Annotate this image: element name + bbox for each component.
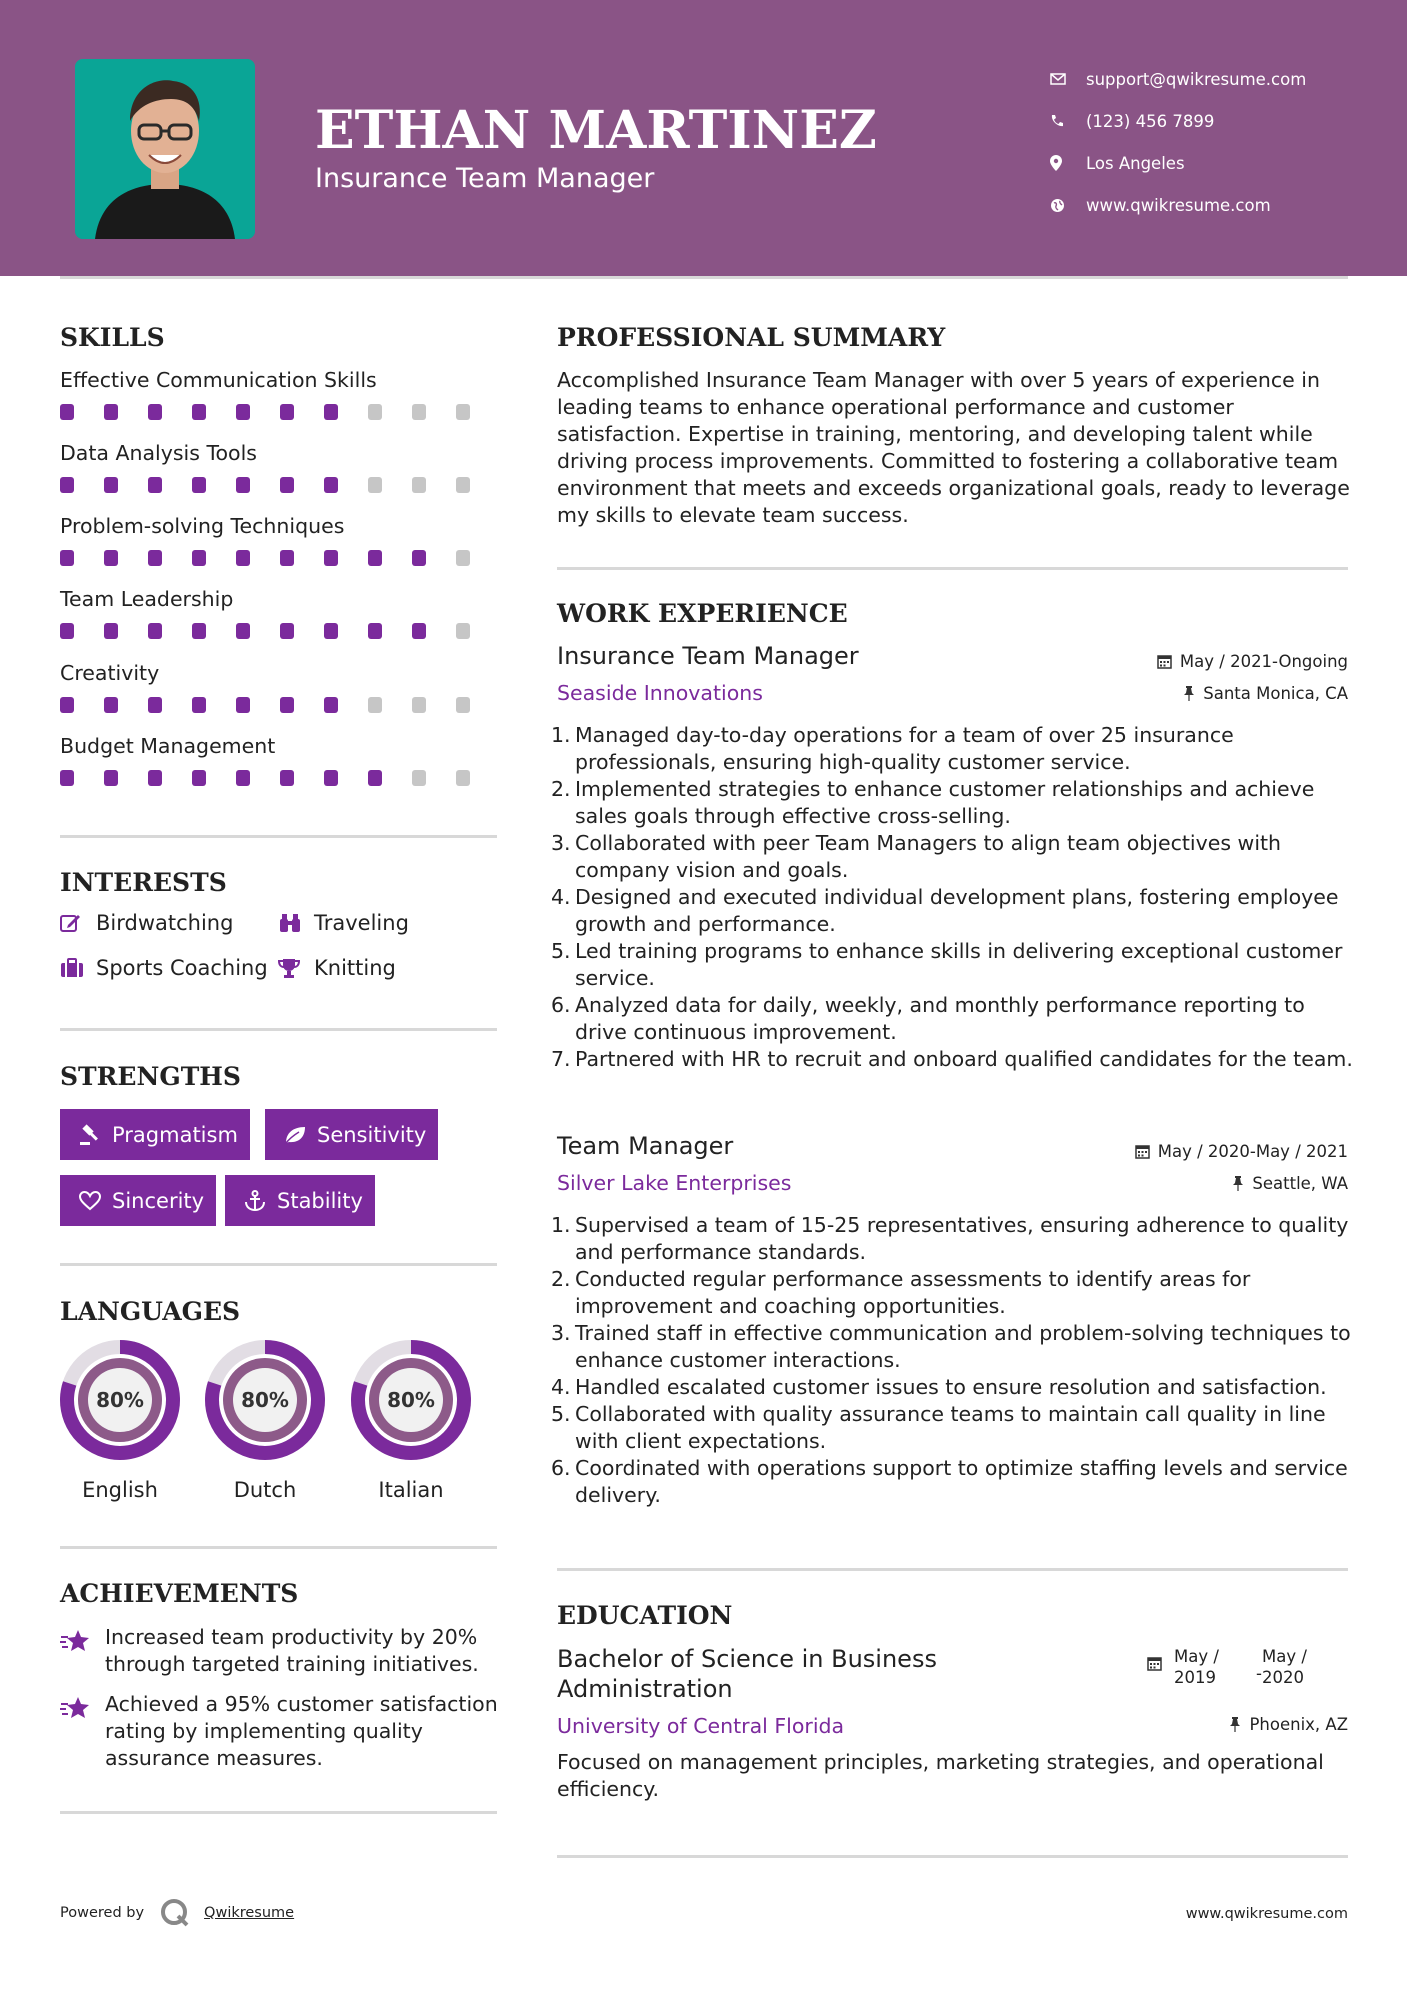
duty-item: Conducted regular performance assessments to identify areas for improvement and coaching opportunities. [575,1267,1251,1318]
degree-title-line2: Administration [557,1675,733,1703]
job-location [1183,684,1348,703]
section-divider [60,1263,497,1266]
rating-dot-empty [412,404,426,420]
languages-heading: LANGUAGES [60,1297,241,1326]
duty-item: Partnered with HR to recruit and onboard qualified candidates for the team. [575,1047,1353,1071]
gavel-icon [72,1124,108,1146]
header-divider [60,276,1348,279]
language-item [58,1338,182,1502]
job-duties [575,1212,1355,1509]
rating-dot-filled [236,550,250,566]
skill-name: Creativity [60,661,160,685]
rating-dot-filled [60,550,74,566]
achievement-item [60,1691,500,1772]
calendar-icon [1157,654,1172,669]
rating-dot-filled [324,404,338,420]
contact-phone[interactable] [1050,100,1370,142]
duty-item: Supervised a team of 15-25 representatives, ensuring adherence to quality and performance standards. [575,1213,1349,1264]
rating-dot-filled [148,477,162,493]
rating-dot-empty [456,623,470,639]
contact-list [1050,58,1370,226]
language-percent: 80% [241,1388,289,1412]
skill-rating [60,404,500,420]
footer-url[interactable]: www.qwikresume.com [1185,1906,1348,1922]
rating-dot-filled [104,697,118,713]
language-name: English [82,1478,158,1502]
email-icon [1050,73,1086,85]
rating-dot-filled [148,623,162,639]
language-name: Italian [378,1478,444,1502]
rating-dot-filled [104,623,118,639]
skill-item [60,368,500,420]
star-badge-icon [60,1691,105,1772]
contact-website-text: www.qwikresume.com [1086,195,1271,215]
rating-dot-empty [456,477,470,493]
duty-item: Coordinated with operations support to optimize staffing levels and service delivery. [575,1456,1348,1507]
degree-title-line1: Bachelor of Science in Business [557,1645,937,1673]
language-ring [58,1338,182,1462]
star-badge-icon [60,1624,105,1678]
rating-dot-empty [412,477,426,493]
footer-branding [60,1898,294,1928]
section-divider [557,567,1348,570]
globe-icon [1050,198,1086,213]
interests-heading: INTERESTS [60,868,227,897]
achievement-text: Achieved a 95% customer satisfaction rating by implementing quality assurance measures. [105,1692,498,1770]
rating-dot-filled [280,550,294,566]
skill-item [60,661,500,713]
interest-label: Birdwatching [96,911,234,935]
duty-item: Handled escalated customer issues to ensure resolution and satisfaction. [575,1375,1327,1399]
education-location-text: Phoenix, AZ [1249,1715,1348,1734]
rating-dot-filled [148,550,162,566]
skill-rating [60,770,500,786]
pushpin-icon [1232,1176,1244,1191]
skill-item [60,587,500,639]
education-description: Focused on management principles, marketing strategies, and operational efficiency. [557,1750,1324,1801]
duty-item: Collaborated with peer Team Managers to align team objectives with company vision and goals. [575,831,1282,882]
strength-tag [265,1109,438,1160]
duty-item: Implemented strategies to enhance customer relationships and achieve sales goals through effective cross-selling. [575,777,1315,828]
skill-name: Data Analysis Tools [60,441,257,465]
rating-dot-empty [368,477,382,493]
job-title: Insurance Team Manager [557,642,859,670]
rating-dot-filled [280,477,294,493]
rating-dot-empty [368,697,382,713]
rating-dot-filled [236,477,250,493]
rating-dot-filled [60,623,74,639]
location-pin-icon [1050,155,1086,171]
pushpin-icon [1183,686,1195,701]
rating-dot-filled [104,770,118,786]
trophy-icon [278,958,314,978]
section-divider [60,1546,497,1549]
rating-dot-filled [324,477,338,493]
duty-item: Trained staff in effective communication and problem-solving techniques to enhance customer interactions. [575,1321,1351,1372]
strength-tag [60,1175,216,1226]
job-dates [1135,1142,1348,1161]
company-name: Seaside Innovations [557,681,763,705]
rating-dot-filled [280,404,294,420]
education-end-date [1262,1646,1307,1688]
skill-rating [60,550,500,566]
interest-item [60,911,233,935]
candidate-name: ETHAN MARTINEZ [315,100,877,161]
rating-dot-filled [192,550,206,566]
rating-dot-empty [456,404,470,420]
skill-name: Effective Communication Skills [60,368,377,392]
contact-phone-text: (123) 456 7899 [1086,111,1215,131]
rating-dot-filled [60,697,74,713]
achievements-heading: ACHIEVEMENTS [60,1579,299,1608]
achievement-text: Increased team productivity by 20% through targeted training initiatives. [105,1625,479,1676]
rating-dot-filled [60,404,74,420]
candidate-role: Insurance Team Manager [315,163,655,194]
skill-rating [60,697,500,713]
skill-name: Budget Management [60,734,276,758]
language-ring [349,1338,473,1462]
heart-icon [72,1191,108,1211]
strength-label: Pragmatism [112,1122,238,1147]
contact-location [1050,142,1370,184]
school-name: University of Central Florida [557,1714,845,1738]
job-dates-text: May / 2020-May / 2021 [1157,1142,1348,1161]
job-dates [1157,652,1348,671]
pushpin-icon [1229,1717,1241,1732]
achievement-item [60,1624,500,1678]
skill-item [60,734,500,786]
interest-item [278,911,409,935]
education-start-year: 2019 [1174,1668,1216,1687]
summary-text: Accomplished Insurance Team Manager with over 5 years of experience in leading teams to enhance operational performance and customer satisfaction. Expertise in training, mentoring, and developing talent while driving process improvements. Committed to fostering a collaborative team environment that meets and exceeds organizational goals, ready to leverage my skills to elevate team success. [557,368,1350,527]
rating-dot-filled [412,550,426,566]
brand-link[interactable]: Qwikresume [204,1905,295,1921]
skill-name: Team Leadership [60,587,234,611]
edit-icon [60,913,96,933]
section-divider [557,1855,1348,1858]
skill-item [60,441,500,493]
rating-dot-empty [456,550,470,566]
job-location [1232,1174,1348,1193]
rating-dot-filled [368,770,382,786]
section-divider [60,835,497,838]
rating-dot-filled [104,404,118,420]
rating-dot-empty [412,770,426,786]
education-end-month: May / [1262,1647,1307,1666]
rating-dot-empty [456,697,470,713]
binoculars-icon [278,913,314,933]
education-location [1229,1715,1348,1734]
phone-icon [1050,114,1086,128]
rating-dot-empty [368,404,382,420]
skill-item [60,514,500,566]
contact-location-text: Los Angeles [1086,153,1185,173]
rating-dot-filled [148,697,162,713]
header-banner [0,0,1407,276]
rating-dot-filled [60,477,74,493]
anchor-icon [237,1190,273,1212]
rating-dot-filled [104,477,118,493]
job-dates-text: May / 2021-Ongoing [1179,652,1348,671]
rating-dot-filled [148,404,162,420]
experience-heading: WORK EXPERIENCE [557,599,848,628]
job-duties [575,722,1355,1073]
education-end-year: 2020 [1262,1668,1304,1687]
rating-dot-filled [412,623,426,639]
leaf-icon [277,1125,313,1145]
duty-item: Designed and executed individual development plans, fostering employee growth and performance. [575,885,1339,936]
job-location-text: Santa Monica, CA [1203,684,1348,703]
education-start-month: May / [1174,1647,1219,1666]
contact-website[interactable] [1050,184,1370,226]
rating-dot-filled [192,697,206,713]
duty-item: Collaborated with quality assurance teams to maintain call quality in line with client expectations. [575,1402,1326,1453]
strengths-heading: STRENGTHS [60,1062,241,1091]
powered-by-text: Powered by [60,1905,145,1921]
interest-item [278,956,396,980]
strength-tag [60,1109,250,1160]
interest-label: Sports Coaching [96,956,268,980]
language-percent: 80% [387,1388,435,1412]
skill-name: Problem-solving Techniques [60,514,345,538]
rating-dot-filled [324,550,338,566]
language-percent: 80% [96,1388,144,1412]
rating-dot-filled [192,623,206,639]
job-location-text: Seattle, WA [1252,1174,1348,1193]
strength-label: Sensitivity [317,1122,427,1147]
duty-item: Led training programs to enhance skills in delivering exceptional customer service. [575,939,1343,990]
rating-dot-filled [324,770,338,786]
rating-dot-filled [280,697,294,713]
skill-rating [60,623,500,639]
rating-dot-filled [192,404,206,420]
interest-label: Traveling [314,911,409,935]
qwikresume-logo-icon [160,1898,190,1928]
rating-dot-filled [60,770,74,786]
rating-dot-filled [368,550,382,566]
rating-dot-filled [148,770,162,786]
rating-dot-filled [280,623,294,639]
briefcase-icon [60,958,96,978]
rating-dot-filled [236,697,250,713]
rating-dot-filled [104,550,118,566]
strength-label: Stability [277,1188,363,1213]
calendar-icon [1147,1656,1162,1675]
rating-dot-filled [192,770,206,786]
interest-item [60,956,268,980]
skill-rating [60,477,500,493]
duty-item: Managed day-to-day operations for a team of over 25 insurance professionals, ensuring high-quality customer service. [575,723,1234,774]
profile-photo [75,59,255,239]
company-name: Silver Lake Enterprises [557,1171,792,1195]
summary-heading: PROFESSIONAL SUMMARY [557,323,946,352]
language-ring [203,1338,327,1462]
education-start-date [1174,1646,1219,1688]
rating-dot-empty [456,770,470,786]
section-divider [60,1028,497,1031]
contact-email[interactable] [1050,58,1370,100]
language-name: Dutch [233,1478,297,1502]
rating-dot-filled [324,623,338,639]
section-divider [60,1811,497,1814]
education-heading: EDUCATION [557,1601,733,1630]
language-item [203,1338,327,1502]
rating-dot-filled [192,477,206,493]
duty-item: Analyzed data for daily, weekly, and monthly performance reporting to drive continuous improvement. [575,993,1305,1044]
calendar-icon [1135,1144,1150,1159]
education-date-dash: - [1256,1664,1262,1683]
interest-label: Knitting [314,956,396,980]
rating-dot-filled [236,404,250,420]
job-title: Team Manager [557,1132,734,1160]
rating-dot-filled [236,623,250,639]
rating-dot-empty [412,697,426,713]
rating-dot-filled [324,697,338,713]
strength-tag [225,1175,375,1226]
skills-heading: SKILLS [60,323,165,352]
rating-dot-filled [368,623,382,639]
rating-dot-filled [280,770,294,786]
strength-label: Sincerity [112,1188,205,1213]
language-item [349,1338,473,1502]
contact-email-text: support@qwikresume.com [1086,69,1307,89]
section-divider [557,1568,1348,1571]
rating-dot-filled [236,770,250,786]
